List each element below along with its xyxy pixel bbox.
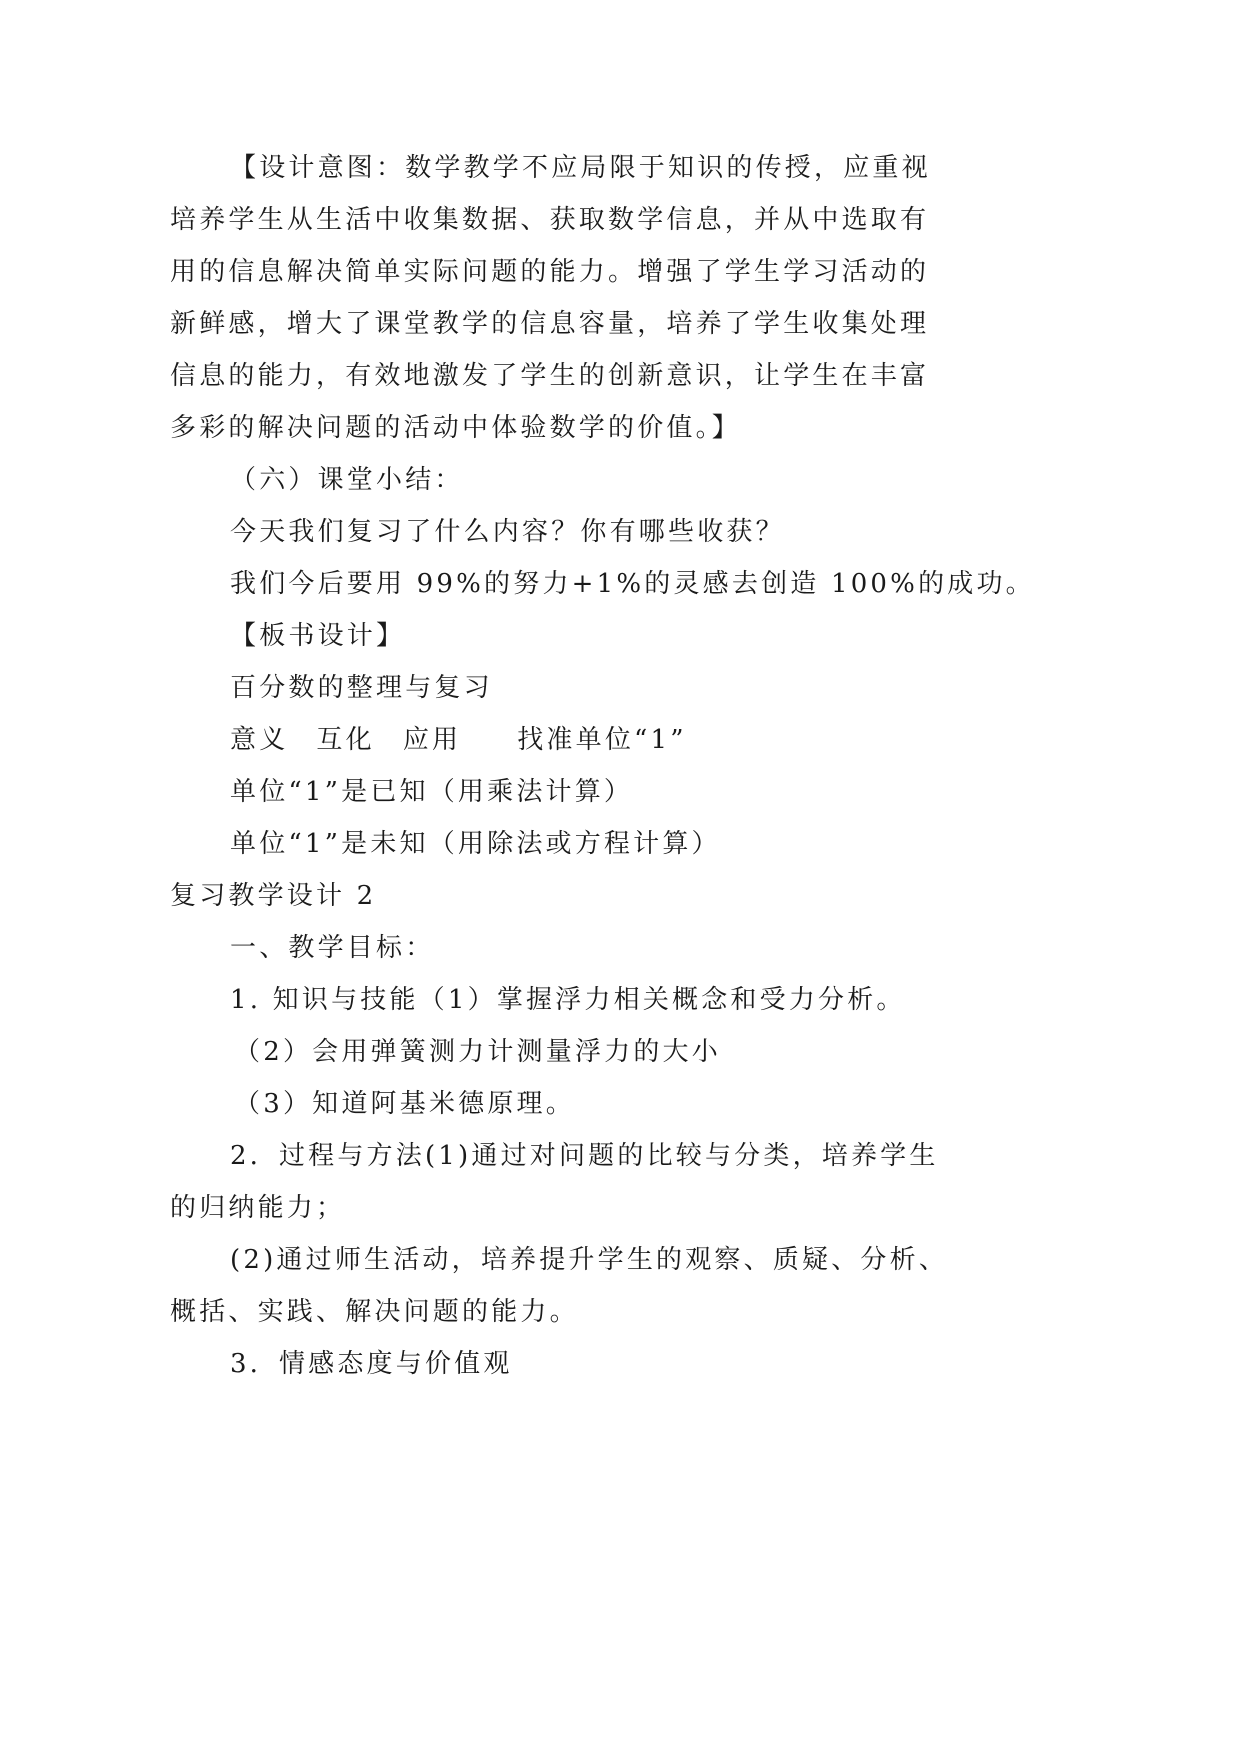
goal-2-2-line-1: (2)通过师生活动，培养提升学生的观察、质疑、分析、 bbox=[230, 1245, 949, 1275]
goal-1: 1. 知识与技能（1）掌握浮力相关概念和受力分析。 bbox=[230, 985, 906, 1015]
goals-heading: 一、教学目标： bbox=[230, 933, 435, 963]
board-heading: 【板书设计】 bbox=[230, 621, 406, 651]
board-row-application: 应用 bbox=[402, 725, 462, 755]
design-intent-line-6: 多彩的解决问题的活动中体验数学的价值。】 bbox=[170, 413, 742, 443]
design-intent-line-5: 信息的能力，有效地激发了学生的创新意识，让学生在丰富 bbox=[170, 361, 930, 391]
goal-1-2: （2）会用弹簧测力计测量浮力的大小 bbox=[234, 1037, 721, 1067]
goal-2-2-line-2: 概括、实践、解决问题的能力。 bbox=[170, 1297, 579, 1327]
design-intent-line-4: 新鲜感，增大了课堂教学的信息容量，培养了学生收集处理 bbox=[170, 309, 930, 339]
goal-1-3: （3）知道阿基米德原理。 bbox=[234, 1089, 575, 1119]
summary-question: 今天我们复习了什么内容？你有哪些收获？ bbox=[230, 517, 785, 547]
board-unknown: 单位“1”是未知（用除法或方程计算） bbox=[230, 829, 721, 859]
design-intent-line-3: 用的信息解决简单实际问题的能力。增强了学生学习活动的 bbox=[170, 257, 930, 287]
board-row bbox=[230, 723, 687, 757]
board-row-meaning: 意义 bbox=[230, 725, 289, 755]
goal-2-line-2: 的归纳能力； bbox=[170, 1193, 346, 1223]
design-intent-line-1: 【设计意图：数学教学不应局限于知识的传授，应重视 bbox=[230, 153, 931, 183]
board-row-conversion: 互化 bbox=[316, 725, 375, 755]
board-title: 百分数的整理与复习 bbox=[230, 673, 493, 703]
summary-quote: 我们今后要用 99%的努力+1%的灵感去创造 100%的成功。 bbox=[230, 569, 1035, 599]
summary-heading: （六）课堂小结： bbox=[230, 465, 464, 495]
board-row-unit-one: 找准单位“1” bbox=[517, 725, 687, 755]
goal-2-line-1: 2．过程与方法(1)通过对问题的比较与分类，培养学生 bbox=[230, 1141, 939, 1171]
section-2-title: 复习教学设计 2 bbox=[170, 881, 377, 911]
board-known: 单位“1”是已知（用乘法计算） bbox=[230, 777, 634, 807]
design-intent-line-2: 培养学生从生活中收集数据、获取数学信息，并从中选取有 bbox=[170, 205, 930, 235]
goal-3: 3．情感态度与价值观 bbox=[230, 1349, 513, 1379]
